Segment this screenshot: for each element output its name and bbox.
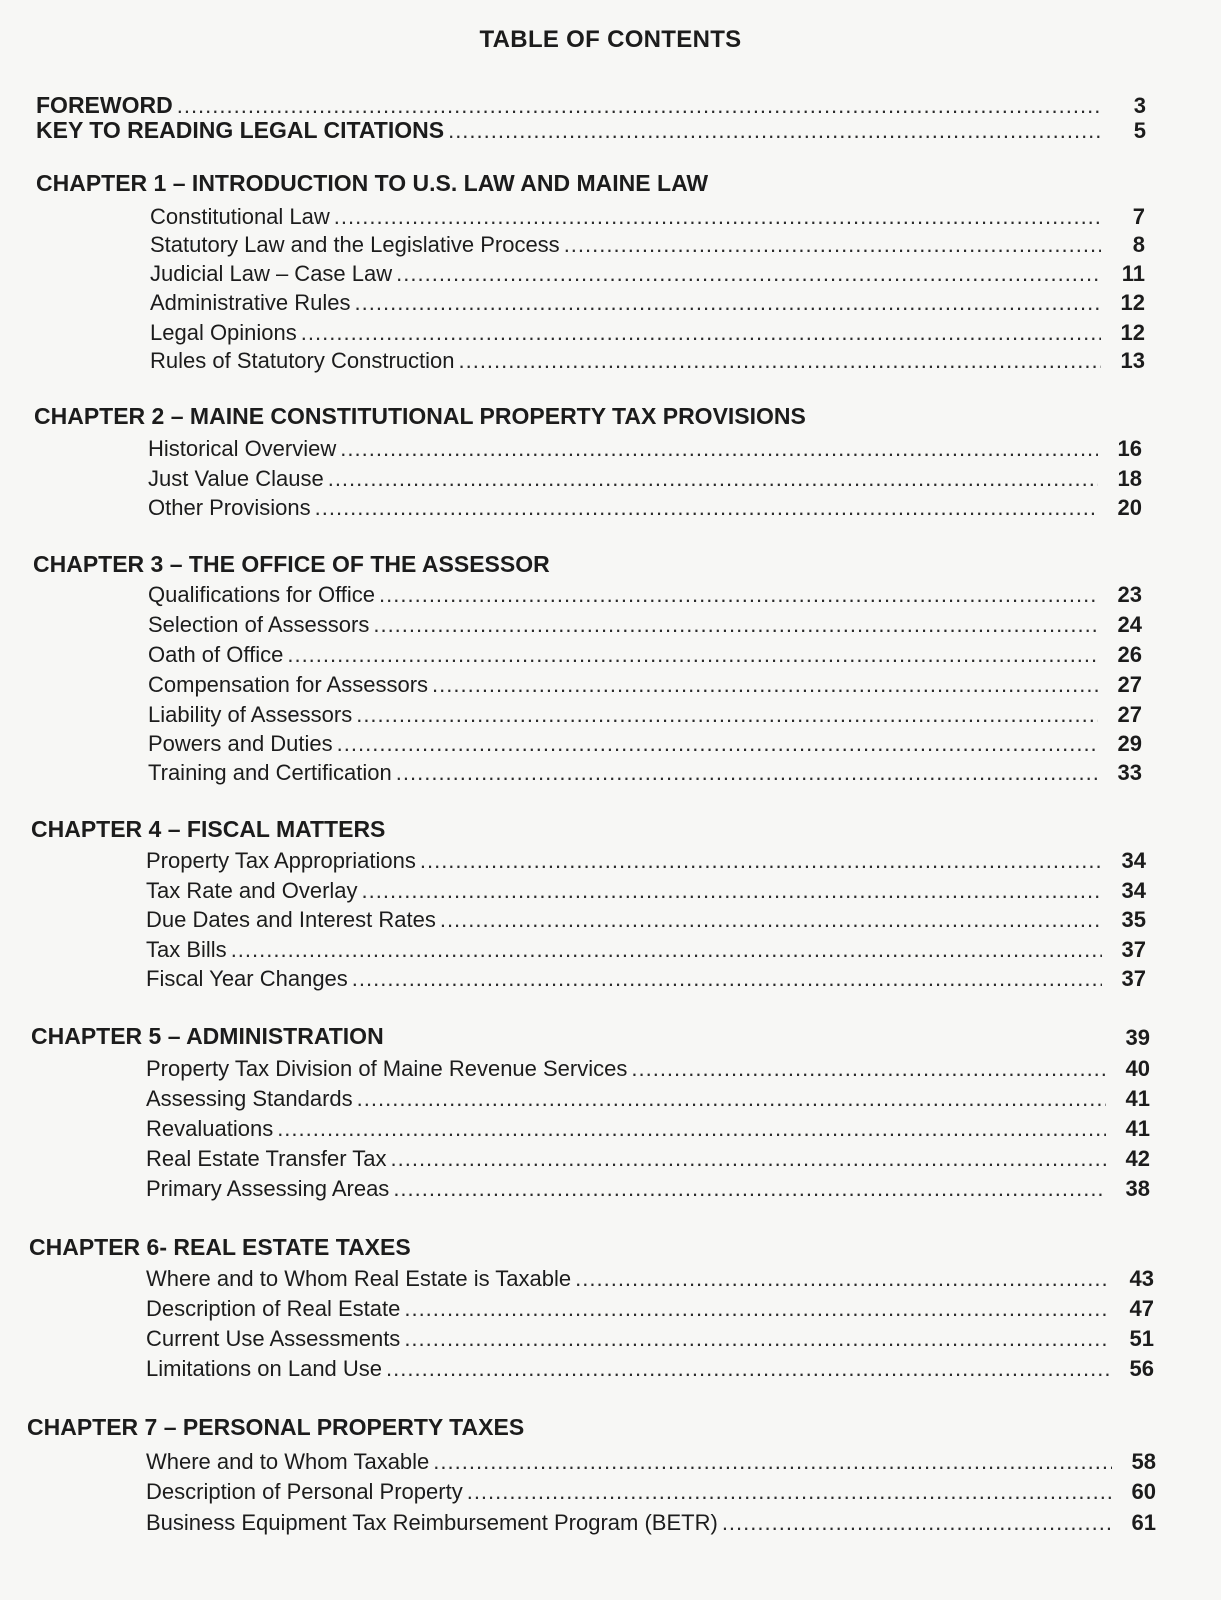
toc-entry-page: 34 <box>1121 878 1146 903</box>
toc-entry-page: 18 <box>1117 466 1142 491</box>
toc-entry-page: 8 <box>1132 232 1145 257</box>
toc-entry-label: Legal Opinions <box>150 320 297 345</box>
toc-entry-label: Rules of Statutory Construction <box>150 348 455 373</box>
toc-entry <box>146 876 1146 906</box>
toc-entry-label: Liability of Assessors <box>148 702 353 727</box>
toc-entry-page: 23 <box>1117 582 1142 607</box>
toc-entry <box>146 1294 1154 1324</box>
toc-entry-page: 12 <box>1120 320 1145 345</box>
leader-dots <box>357 1084 1106 1114</box>
toc-entry-label: Where and to Whom Real Estate is Taxable <box>146 1266 572 1291</box>
toc-entry <box>146 1508 1156 1538</box>
leader-dots <box>722 1508 1112 1538</box>
toc-entry <box>150 259 1145 289</box>
toc-entry <box>146 1477 1156 1507</box>
toc-entry <box>146 905 1146 935</box>
toc-entry-label: Description of Real Estate <box>146 1296 401 1321</box>
toc-entry-label: Just Value Clause <box>148 466 324 491</box>
leader-dots <box>433 1447 1112 1477</box>
toc-entry-label: Real Estate Transfer Tax <box>146 1146 387 1171</box>
leader-dots <box>337 729 1098 759</box>
toc-entry <box>150 346 1145 376</box>
leader-dots <box>575 1264 1110 1294</box>
toc-entry-key-to-citations <box>36 115 1146 145</box>
toc-entry-label: Fiscal Year Changes <box>146 966 348 991</box>
leader-dots <box>396 758 1098 788</box>
toc-entry-label: Oath of Office <box>148 642 284 667</box>
leader-dots <box>231 935 1102 965</box>
leader-dots <box>287 640 1098 670</box>
leader-dots <box>277 1114 1106 1144</box>
toc-entry-page: 7 <box>1132 204 1145 229</box>
page-title: TABLE OF CONTENTS <box>479 26 742 53</box>
toc-entry <box>150 318 1145 348</box>
leader-dots <box>404 1294 1110 1324</box>
toc-entry-page: 16 <box>1117 436 1142 461</box>
toc-entry <box>148 493 1142 523</box>
leader-dots <box>379 580 1098 610</box>
toc-entry-page: 37 <box>1121 937 1146 962</box>
leader-dots <box>564 230 1101 260</box>
toc-entry-label: Historical Overview <box>148 436 337 461</box>
leader-dots <box>328 464 1098 494</box>
toc-entry-label: Selection of Assessors <box>148 612 370 637</box>
leader-dots <box>301 318 1101 348</box>
toc-entry-page: 27 <box>1117 702 1142 727</box>
toc-entry <box>146 1084 1150 1114</box>
toc-entry-page: 38 <box>1125 1176 1150 1201</box>
toc-entry-label: Powers and Duties <box>148 731 333 756</box>
toc-entry <box>148 610 1142 640</box>
toc-entry-label: Business Equipment Tax Reimbursement Program (BETR) <box>146 1510 718 1535</box>
leader-dots <box>356 700 1098 730</box>
leader-dots <box>352 964 1102 994</box>
toc-entry-page: 24 <box>1117 612 1142 637</box>
leader-dots <box>404 1324 1110 1354</box>
toc-entry-page: 51 <box>1129 1326 1154 1351</box>
leader-dots <box>440 905 1102 935</box>
toc-entry-label: Qualifications for Office <box>148 582 376 607</box>
toc-entry-page: 47 <box>1129 1296 1154 1321</box>
leader-dots <box>420 846 1102 876</box>
toc-entry-label: KEY TO READING LEGAL CITATIONS <box>36 117 445 143</box>
toc-entry-label: Due Dates and Interest Rates <box>146 907 436 932</box>
leader-dots <box>391 1144 1107 1174</box>
toc-entry-page: 37 <box>1121 966 1146 991</box>
toc-entry-page: 41 <box>1125 1116 1150 1141</box>
toc-entry-label: Primary Assessing Areas <box>146 1176 390 1201</box>
toc-entry-label: FOREWORD <box>36 92 173 118</box>
chapter-page-number: 39 <box>1125 1025 1150 1050</box>
toc-entry-page: 13 <box>1120 348 1145 373</box>
toc-entry-page: 34 <box>1121 848 1146 873</box>
toc-entry <box>148 758 1142 788</box>
toc-entry-label: Where and to Whom Taxable <box>146 1449 430 1474</box>
toc-entry-label: Statutory Law and the Legislative Process <box>150 232 560 257</box>
toc-entry-label: Administrative Rules <box>150 290 351 315</box>
toc-entry-page: 58 <box>1131 1449 1156 1474</box>
chapter-heading: CHAPTER 4 – FISCAL MATTERS <box>31 816 386 842</box>
toc-entry-label: Judicial Law – Case Law <box>150 261 393 286</box>
toc-entry-page: 5 <box>1133 118 1146 143</box>
toc-entry <box>146 1144 1150 1174</box>
toc-entry <box>148 640 1142 670</box>
toc-entry <box>148 434 1142 464</box>
toc-entry <box>150 202 1145 232</box>
chapter-heading: CHAPTER 3 – THE OFFICE OF THE ASSESSOR <box>33 551 550 577</box>
toc-entry <box>146 1354 1154 1384</box>
toc-entry-page: 3 <box>1133 93 1146 118</box>
toc-entry-page: 11 <box>1121 261 1145 286</box>
toc-entry-label: Constitutional Law <box>150 204 330 229</box>
toc-entry <box>148 729 1142 759</box>
toc-entry-label: Assessing Standards <box>146 1086 353 1111</box>
toc-entry-page: 26 <box>1117 642 1142 667</box>
toc-entry-label: Property Tax Division of Maine Revenue Services <box>146 1056 628 1081</box>
toc-entry <box>146 1114 1150 1144</box>
leader-dots <box>355 288 1101 318</box>
toc-entry <box>146 935 1146 965</box>
toc-entry <box>146 1264 1154 1294</box>
toc-entry <box>146 1054 1150 1084</box>
chapter-heading: CHAPTER 2 – MAINE CONSTITUTIONAL PROPERTY TAX PROVISIONS <box>34 403 806 429</box>
leader-dots <box>396 259 1101 289</box>
leader-dots <box>432 670 1098 700</box>
toc-entry-label: Tax Bills <box>146 937 227 962</box>
toc-entry-page: 33 <box>1117 760 1142 785</box>
toc-entry-page: 60 <box>1131 1479 1156 1504</box>
leader-dots <box>334 202 1101 232</box>
leader-dots <box>373 610 1098 640</box>
leader-dots <box>315 493 1098 523</box>
toc-entry-page: 35 <box>1121 907 1146 932</box>
chapter-heading: CHAPTER 5 – ADMINISTRATION <box>31 1023 384 1049</box>
chapter-heading: CHAPTER 1 – INTRODUCTION TO U.S. LAW AND MAINE LAW <box>36 170 709 196</box>
leader-dots <box>393 1174 1106 1204</box>
toc-entry <box>150 230 1145 260</box>
leader-dots <box>386 1354 1110 1384</box>
toc-entry-page: 12 <box>1120 290 1145 315</box>
toc-entry-page: 56 <box>1129 1356 1154 1381</box>
toc-entry-label: Compensation for Assessors <box>148 672 429 697</box>
leader-dots <box>458 346 1101 376</box>
toc-entry <box>146 1174 1150 1204</box>
leader-dots <box>448 116 1102 146</box>
leader-dots <box>631 1054 1106 1084</box>
chapter-heading: CHAPTER 6- REAL ESTATE TAXES <box>29 1234 411 1260</box>
toc-entry <box>146 1324 1154 1354</box>
toc-entry <box>146 1447 1156 1477</box>
toc-entry <box>146 964 1146 994</box>
toc-entry-page: 27 <box>1117 672 1142 697</box>
toc-entry-label: Limitations on Land Use <box>146 1356 383 1381</box>
toc-entry-page: 61 <box>1131 1510 1156 1535</box>
toc-entry-page: 43 <box>1129 1266 1154 1291</box>
toc-entry-page: 20 <box>1117 495 1142 520</box>
toc-entry-label: Other Provisions <box>148 495 311 520</box>
toc-entry-label: Tax Rate and Overlay <box>146 878 358 903</box>
leader-dots <box>340 434 1098 464</box>
toc-entry-page: 41 <box>1125 1086 1150 1111</box>
leader-dots <box>362 876 1102 906</box>
toc-entry <box>148 700 1142 730</box>
toc-entry <box>148 580 1142 610</box>
toc-entry-label: Revaluations <box>146 1116 274 1141</box>
chapter-heading: CHAPTER 7 – PERSONAL PROPERTY TAXES <box>27 1414 525 1440</box>
toc-entry-label: Training and Certification <box>148 760 392 785</box>
toc-entry-page: 29 <box>1117 731 1142 756</box>
toc-entry <box>148 464 1142 494</box>
toc-entry <box>146 846 1146 876</box>
leader-dots <box>467 1477 1112 1507</box>
toc-entry-label: Property Tax Appropriations <box>146 848 416 873</box>
toc-entry-page: 42 <box>1125 1146 1150 1171</box>
toc-entry <box>148 670 1142 700</box>
toc-entry <box>150 288 1145 318</box>
toc-entry-page: 40 <box>1125 1056 1150 1081</box>
toc-entry-label: Current Use Assessments <box>146 1326 401 1351</box>
toc-entry-label: Description of Personal Property <box>146 1479 463 1504</box>
